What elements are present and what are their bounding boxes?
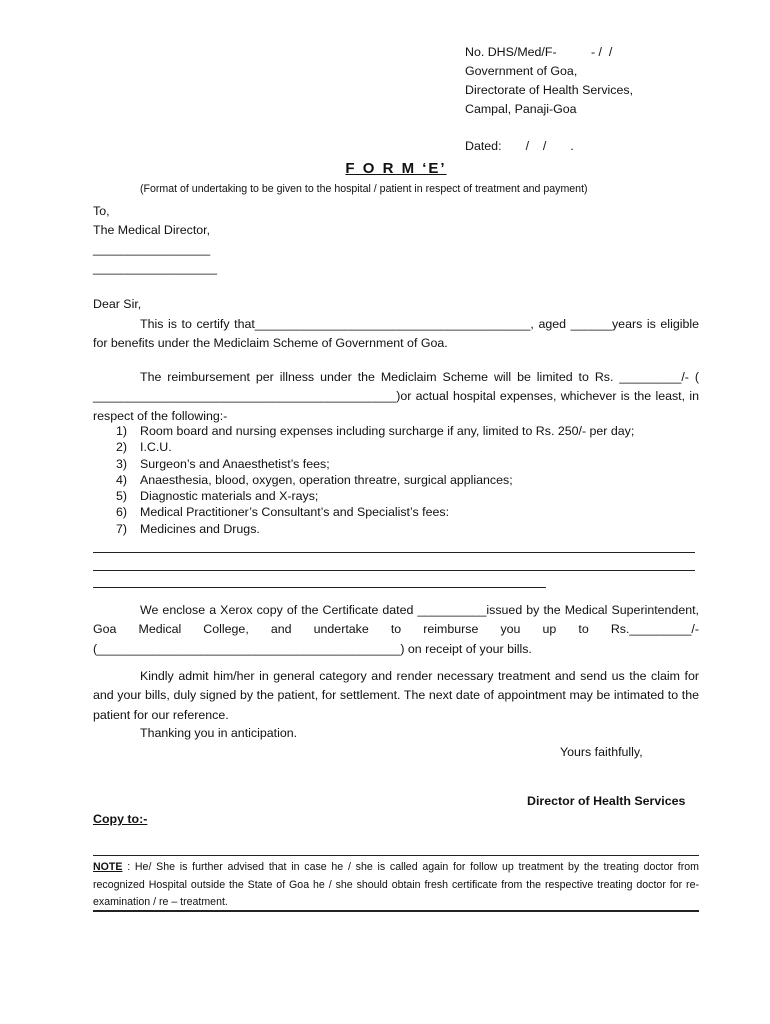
list-number: 7): [116, 521, 128, 536]
blank-line-2: [93, 570, 695, 571]
list-item: [93, 456, 634, 472]
blank-line-3: [93, 587, 546, 588]
reimbursement-paragraph: [93, 368, 699, 426]
blank-line-1: [93, 552, 695, 553]
list-text: I.C.U.: [140, 440, 172, 455]
list-number: 2): [116, 440, 128, 455]
list-item: [93, 423, 634, 439]
signatory-title: Director of Health Services: [527, 794, 686, 808]
reference-number: No. DHS/Med/F- - / /: [465, 45, 613, 59]
note-top-rule: [93, 855, 699, 856]
note-text: : He/ She is further advised that in case he / she is called again for follow up treatment by the treating doctor from recognized Hospital outside the State of Goa he / she should obtain fresh certificate from the respective treating doctor for re- examination / re – treatment.: [93, 861, 699, 908]
government-line: Government of Goa,: [465, 64, 578, 78]
list-number: 5): [116, 489, 128, 504]
list-text: Diagnostic materials and X-rays;: [140, 489, 319, 504]
copy-to-heading: Copy to:-: [93, 812, 148, 826]
to-label: To,: [93, 204, 110, 218]
list-item: [93, 439, 634, 455]
address-blank-1: _________________: [93, 242, 211, 256]
list-item: [93, 504, 634, 520]
list-number: 1): [116, 424, 128, 438]
reimbursement-text: The reimbursement per illness under the Mediclaim Scheme will be limited to Rs. _________/- ( ____________________________________________)or actual hospital expenses, whichever is the least, in respect of the following:-: [93, 370, 699, 423]
certify-text: This is to certify that________________________________________, aged ______years is eligible for benefits under the Mediclaim Scheme of Government of Goa.: [93, 317, 699, 351]
certificate-paragraph: [93, 601, 699, 659]
note-bottom-rule: [93, 910, 699, 912]
note-label: NOTE: [93, 861, 123, 873]
list-text: Surgeon’s and Anaesthetist’s fees;: [140, 456, 330, 471]
list-item: [93, 472, 634, 488]
thanks-line: Thanking you in anticipation.: [140, 726, 298, 740]
addressee-name: The Medical Director,: [93, 223, 211, 237]
certificate-text: We enclose a Xerox copy of the Certificate dated __________issued by the Medical Superintendent, Goa Medical College, and undertake to reimburse you up to Rs._________/- (____________________________________________) on receipt of your bills.: [93, 603, 699, 656]
list-number: 4): [116, 472, 128, 487]
expense-list: [93, 423, 634, 537]
directorate-line: Directorate of Health Services,: [465, 83, 634, 97]
form-title: F O R M ‘E’: [345, 160, 447, 177]
certify-paragraph: [93, 315, 699, 354]
list-text: Anaesthesia, blood, oxygen, operation threatre, surgical appliances;: [140, 472, 513, 487]
admit-paragraph: [93, 667, 699, 725]
list-text: Medicines and Drugs.: [140, 521, 260, 536]
letterhead-address: [465, 43, 633, 119]
salutation: Dear Sir,: [93, 297, 142, 311]
list-number: 3): [116, 456, 128, 471]
addressee-block: [93, 202, 217, 278]
admit-text: Kindly admit him/her in general category and render necessary treatment and send us the claim for and your bills, duly signed by the patient, for settlement. The next date of appointment may be intimated to the patient for our reference.: [93, 669, 699, 722]
address-blank-2: __________________: [93, 261, 218, 275]
note-block: [93, 859, 699, 912]
dated-line: Dated: / / .: [465, 139, 574, 153]
list-item: [93, 488, 634, 504]
list-text: Room board and nursing expenses including surcharge if any, limited to Rs. 250/- per day;: [140, 424, 635, 438]
list-text: Medical Practitioner’s Consultant’s and Specialist’s fees:: [140, 505, 450, 520]
closing-line: Yours faithfully,: [560, 745, 643, 759]
format-note: (Format of undertaking to be given to the hospital / patient in respect of treatment and payment): [140, 183, 588, 195]
location-line: Campal, Panaji-Goa: [465, 102, 577, 116]
list-number: 6): [116, 505, 128, 520]
list-item: [93, 521, 634, 537]
